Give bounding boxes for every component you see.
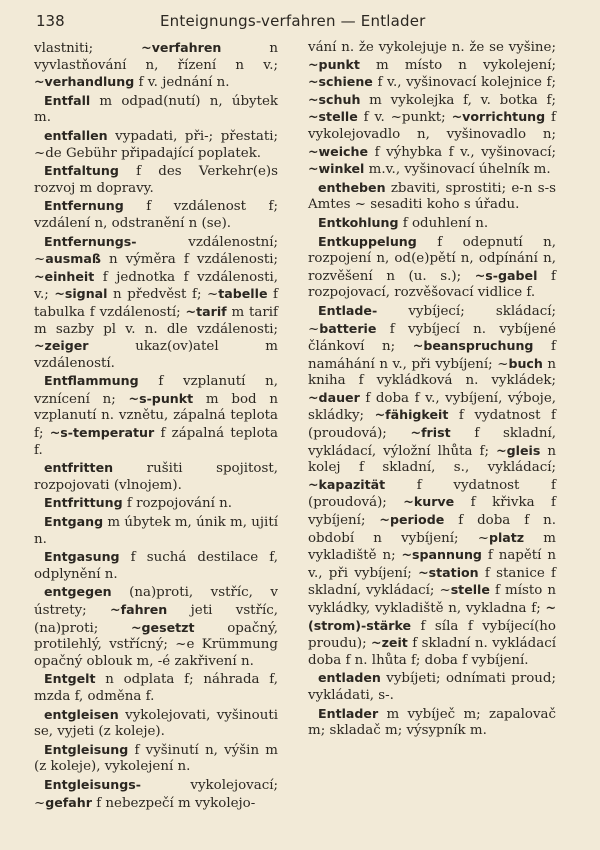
definition-text: f v. jednání n. xyxy=(134,75,230,91)
headword: Entflammung xyxy=(44,373,139,389)
headword: ~spannung xyxy=(401,547,482,563)
definition-text: zbaviti, sprostiti; e-n s-s Amtes ~ sesaditi koho s úřadu. xyxy=(308,180,556,213)
definition-text: m tarif m sazby pl v. n. dle vzdálenosti; xyxy=(34,304,278,337)
definition-text: f výhybka f v., vyšinovací; xyxy=(368,144,556,160)
dictionary-entry xyxy=(34,128,278,162)
headword: stelle xyxy=(450,582,490,598)
definition-text: f tabulka f vzdáleností; xyxy=(34,287,278,320)
headword: ~verfahren xyxy=(141,40,222,55)
dictionary-entry xyxy=(34,777,278,812)
headword: platz xyxy=(488,529,525,545)
headword: ~stelle xyxy=(308,109,358,125)
headword: ~zeiger xyxy=(34,338,89,354)
dictionary-entry xyxy=(34,742,278,776)
definition-text: f skladní, vykládací, výložní lhůta f; xyxy=(308,426,556,459)
headword: ~kurve xyxy=(403,494,455,510)
headword: ~punkt xyxy=(308,56,360,72)
right-column xyxy=(308,40,556,741)
headword: ~s-temperatur xyxy=(49,425,155,441)
dictionary-entry xyxy=(308,303,556,669)
headword: Entlader xyxy=(318,705,379,721)
headword: entgleisen xyxy=(44,706,119,722)
definition-text: vykolejovací; ~ xyxy=(34,777,278,811)
definition-text: f namáhání n v., při vybíjení; ~ xyxy=(308,339,556,372)
headword: gefahr xyxy=(45,794,92,810)
headword: Entfernung xyxy=(44,198,124,214)
headword: ~(strom)-stärke xyxy=(308,600,556,633)
definition-text: vypadati, při-; přestati; ~de Gebühr připadající poplatek. xyxy=(34,128,278,161)
headword: Entgasung xyxy=(44,549,120,565)
definition-text: f des Verkehr(e)s rozvoj m dopravy. xyxy=(34,164,278,196)
definition-text: f rozpojování n. xyxy=(122,496,233,512)
definition-text: f vydatnost f (proudová); xyxy=(308,408,556,442)
definition-text: f odepnutí n, rozpojení n, od(e)pětí n, odpínání n, rozvěšení n (u. s.); xyxy=(308,234,556,284)
headword: ~zeit xyxy=(371,635,408,651)
definition-text: f v., vyšinovací kolejnice f; xyxy=(372,75,556,91)
definition-text: m.v., vyšinovací úhelník m. xyxy=(364,162,551,178)
definition-text: m bod n vzplanutí n. vznětu, zápalná teplota f; xyxy=(34,391,278,442)
definition-text: f zápalná teplota f. xyxy=(34,426,279,458)
dictionary-entry xyxy=(308,706,556,740)
definition-text: opačný, protilehlý, vstřícný; ~e Krümmung opačný oblouk m, -é zakřivení n. xyxy=(34,620,278,669)
headword: entfritten xyxy=(44,460,114,476)
dictionary-entry xyxy=(34,40,278,92)
headword: ~fahren xyxy=(110,602,168,617)
dictionary-entry xyxy=(308,180,556,214)
definition-text: vlastniti; xyxy=(34,41,142,56)
headword: Entgleisung xyxy=(44,741,129,757)
definition-text: f skladní n. vykládací doba f n. lhůta f; doba f vybíjení. xyxy=(308,636,556,668)
dictionary-entry xyxy=(34,549,278,583)
headword: ~weiche xyxy=(308,143,369,159)
headword: ~frist xyxy=(410,425,451,441)
definition-text: m místo n vykolejení; xyxy=(359,57,556,73)
definition-text: f vzdálenost f; vzdálení n, odstranění n (se). xyxy=(34,199,278,231)
definition-text: vzdálenostní; ~ xyxy=(34,234,278,268)
column-gutter xyxy=(295,40,296,830)
headword: Entgang xyxy=(44,514,104,530)
definition-text: f rozpojovací, rozvěšovací vidlice f. xyxy=(308,268,556,301)
dictionary-entry xyxy=(308,234,556,302)
definition-text: f v. ~punkt; xyxy=(357,110,452,126)
headword: ~schiene xyxy=(308,74,373,90)
dictionary-entry xyxy=(34,707,278,741)
left-column xyxy=(34,40,278,813)
headword: ~kapazität xyxy=(308,476,386,492)
headword: ausmaß xyxy=(45,251,101,267)
definition-text: f vybíjecí n. vybíjené článkoví n; xyxy=(308,321,556,355)
definition-text: f doba f n. období n vybíjení; ~ xyxy=(308,513,556,546)
running-head: Enteignungs-verfahren — Entlader xyxy=(160,12,426,30)
definition-text: n výměra f vzdálenosti; xyxy=(100,252,278,268)
headword: ~dauer xyxy=(308,389,360,405)
definition-text: m vykladiště n; xyxy=(308,530,556,564)
definition-text: f vzplanutí n, vznícení n; xyxy=(34,374,278,407)
definition-text: vání n. že vykolejuje n. že se vyšine; xyxy=(308,40,556,55)
definition-text: f jednotka f vzdálenosti, v.; xyxy=(34,269,278,303)
definition-text: vybíjecí; skládací; ~ xyxy=(308,303,556,337)
headword: ~s-gabel xyxy=(474,267,538,283)
definition-text: f vykolejovadlo n, vyšinovadlo n; xyxy=(308,110,557,142)
headword: Entkuppelung xyxy=(318,233,417,249)
headword: entfallen xyxy=(44,127,108,143)
page-number: 138 xyxy=(36,12,65,30)
headword: ~vorrichtung xyxy=(451,109,546,125)
dictionary-entry xyxy=(34,584,278,670)
headword: Entgleisungs- xyxy=(44,776,141,792)
headword: Entkohlung xyxy=(318,214,399,230)
page-header xyxy=(0,12,600,34)
headword: buch xyxy=(508,355,543,371)
definition-text: m úbytek m, únik m, ujití n. xyxy=(34,515,278,547)
dictionary-entry xyxy=(308,40,556,179)
dictionary-entry xyxy=(34,234,278,373)
headword: Entfaltung xyxy=(44,163,119,179)
dictionary-entry xyxy=(34,163,278,197)
definition-text: f oduhlení n. xyxy=(398,215,489,231)
dictionary-entry xyxy=(34,671,278,705)
headword: Entfall xyxy=(44,92,91,108)
definition-text: f síla f vybíjecí(ho proudu); xyxy=(308,618,556,652)
headword: ~tarif xyxy=(185,303,227,319)
headword: Entgelt xyxy=(44,671,96,687)
headword: ~periode xyxy=(379,512,445,528)
headword: ~fähigkeit xyxy=(374,407,449,423)
headword: ~s-punkt xyxy=(128,390,194,406)
definition-text: f doba f v., vybíjení, výboje, skládky; xyxy=(308,390,556,424)
dictionary-entry xyxy=(34,514,278,548)
definition-text: n odplata f; náhrada f, mzda f, odměna f. xyxy=(34,672,278,704)
headword: batterie xyxy=(319,320,377,336)
headword: entladen xyxy=(318,670,381,686)
headword: tabelle xyxy=(218,286,268,302)
headword: Entfrittung xyxy=(44,495,123,511)
headword: ~verhandlung xyxy=(34,74,135,90)
definition-text: f napětí n v., při vybíjení; xyxy=(308,548,556,581)
headword: ~einheit xyxy=(34,268,95,284)
definition-text: f suchá destilace f, odplynění n. xyxy=(34,550,278,582)
headword: Entfernungs- xyxy=(44,233,137,249)
definition-text: f místo n vykládky, vykladiště n, vykladna f; xyxy=(308,583,556,616)
definition-text: f vyšinutí n, výšin m (z koleje), vykolejení n. xyxy=(34,742,278,775)
dictionary-entry xyxy=(308,215,556,233)
definition-text: ukaz(ov)atel m vzdáleností. xyxy=(34,339,278,371)
definition-text: vybíjeti; odnímati proud; vykládati, s-. xyxy=(308,671,556,703)
headword: ~gleis xyxy=(496,442,541,458)
headword: ~signal xyxy=(54,286,108,302)
headword: ~schuh xyxy=(308,91,361,107)
definition-text: n kniha f vykládková n. vykládek; xyxy=(308,356,556,389)
definition-text: rušiti spojitost, rozpojovati (vlnojem). xyxy=(34,461,278,493)
dictionary-entry xyxy=(34,460,278,494)
headword: ~station xyxy=(418,564,479,580)
dictionary-entry xyxy=(34,373,278,459)
definition-text: jeti vstříc, (na)proti; xyxy=(34,603,279,636)
definition-text: m vykolejka f, v. botka f; xyxy=(360,92,556,108)
definition-text: f stanice f skladní, vykládací; ~ xyxy=(308,565,556,599)
definition-text: n předvěst f; ~ xyxy=(107,287,219,303)
definition-text: f křivka f vybíjení; xyxy=(308,495,556,529)
dictionary-entry xyxy=(308,670,556,704)
definition-text: m odpad(nutí) n, úbytek m. xyxy=(34,93,278,126)
headword: ~gesetzt xyxy=(130,619,195,635)
dictionary-entry xyxy=(34,198,278,232)
definition-text: f nebezpečí m vykolejo- xyxy=(91,795,256,811)
dictionary-entry xyxy=(34,93,278,127)
definition-text: n kolej f skladní, s., vykládací; xyxy=(308,443,556,476)
headword: ~beanspruchung xyxy=(412,338,534,354)
dictionary-entry xyxy=(34,495,278,513)
definition-text: (na)proti, vstříc, v ústrety; xyxy=(34,585,278,618)
definition-text: n vyvlastňování n, řízení n v.; xyxy=(34,41,278,73)
definition-text: m vybíječ m; zapalovač m; skladač m; výsypník m. xyxy=(308,706,556,739)
headword: Entlade- xyxy=(318,302,378,318)
headword: entgegen xyxy=(44,584,112,600)
headword: ~winkel xyxy=(308,161,365,177)
definition-text: f vydatnost f (proudová); xyxy=(308,477,556,511)
definition-text: vykolejovati, vyšinouti se, vyjeti (z koleje). xyxy=(34,707,278,740)
headword: entheben xyxy=(318,179,386,195)
